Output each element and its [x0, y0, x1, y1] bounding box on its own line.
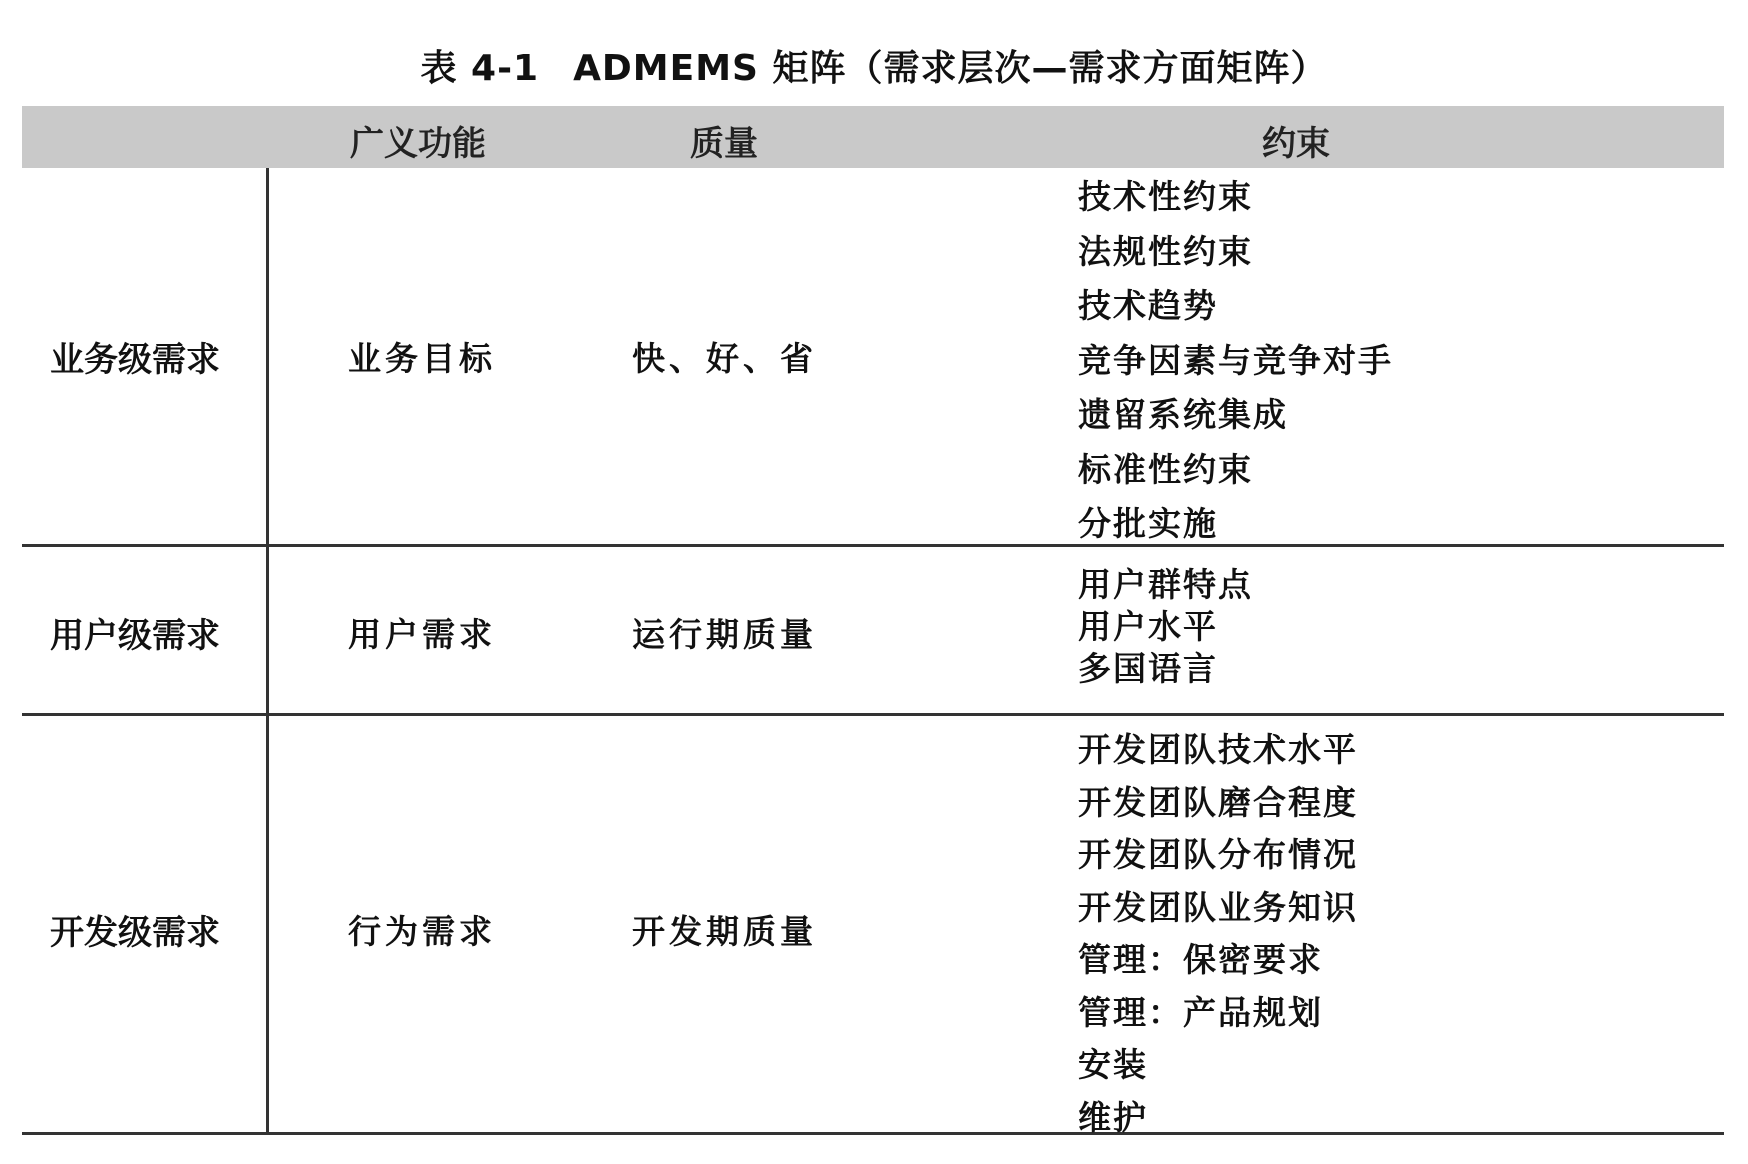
constraint-item: 开发团队分布情况 — [1078, 835, 1358, 874]
constraint-item: 标准性约束 — [1078, 449, 1253, 489]
row-divider-2 — [22, 713, 1724, 716]
constraints-list-business — [1078, 170, 1393, 552]
constraint-item: 竞争因素与竞争对手 — [1078, 340, 1393, 380]
constraint-item: 管理：产品规划 — [1078, 992, 1323, 1032]
constraint-item: 用户水平 — [1078, 607, 1218, 646]
cell-quality-user: 运行期质量 — [632, 615, 817, 654]
cell-function-user: 用户需求 — [348, 615, 496, 654]
constraint-item: 开发团队技术水平 — [1078, 730, 1358, 769]
constraint-item: 遗留系统集成 — [1078, 395, 1288, 434]
cell-quality-development: 开发期质量 — [632, 912, 817, 951]
constraint-item: 开发团队磨合程度 — [1078, 782, 1358, 822]
table-header-band — [22, 106, 1724, 168]
row-head-business: 业务级需求 — [50, 340, 220, 380]
row-header-divider — [266, 168, 269, 1135]
table-bottom-rule — [22, 1132, 1724, 1135]
constraint-item: 安装 — [1078, 1045, 1148, 1084]
constraint-item: 用户群特点 — [1078, 565, 1253, 604]
cell-function-development: 行为需求 — [348, 912, 496, 951]
constraint-item: 管理：保密要求 — [1078, 940, 1323, 979]
constraints-list-user — [1078, 564, 1253, 690]
constraint-item: 分批实施 — [1078, 504, 1218, 543]
row-head-development: 开发级需求 — [50, 913, 220, 953]
header-quality: 质量 — [690, 124, 758, 164]
constraint-item: 多国语言 — [1078, 649, 1218, 688]
table-caption — [0, 40, 1748, 91]
constraint-item: 技术趋势 — [1078, 286, 1218, 325]
constraint-item: 维护 — [1078, 1097, 1148, 1137]
constraint-item: 开发团队业务知识 — [1078, 887, 1358, 927]
constraint-item: 法规性约束 — [1078, 231, 1253, 271]
constraints-list-development — [1078, 724, 1358, 1144]
table-title: ADMEMS 矩阵（需求层次—需求方面矩阵） — [573, 48, 1328, 89]
header-function: 广义功能 — [350, 124, 486, 164]
cell-quality-business: 快、好、省 — [632, 339, 817, 378]
constraint-item: 技术性约束 — [1078, 177, 1253, 216]
header-constraints: 约束 — [1262, 124, 1330, 164]
row-head-user: 用户级需求 — [50, 616, 220, 656]
table-number: 表 4-1 — [420, 48, 540, 89]
cell-function-business: 业务目标 — [348, 339, 496, 378]
row-divider-1 — [22, 544, 1724, 547]
